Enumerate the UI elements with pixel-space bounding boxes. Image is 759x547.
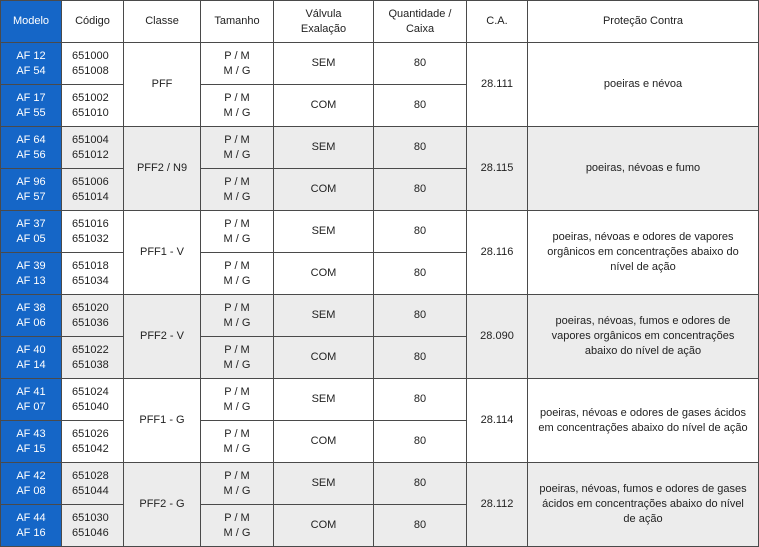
modelo-cell-line: AF 39 — [16, 259, 46, 272]
table-row — [1, 127, 759, 169]
tamanho-cell-line: M / G — [223, 148, 251, 161]
protecao-cell-line: poeiras, névoas e odores de gases ácidos — [539, 406, 747, 419]
ca-cell: 28.111 — [467, 43, 528, 127]
protecao-cell-line: poeiras e névoa — [603, 78, 683, 90]
codigo-cell — [62, 211, 124, 253]
tamanho-cell — [201, 127, 274, 169]
modelo-cell-line: AF 37 — [16, 217, 46, 230]
header-quantidade — [374, 1, 467, 43]
codigo-cell-line: 651040 — [72, 400, 109, 413]
modelo-cell-line: AF 06 — [16, 316, 46, 329]
codigo-cell — [62, 505, 124, 547]
tamanho-cell-line: M / G — [223, 106, 251, 119]
modelo-cell-line: AF 56 — [16, 148, 46, 161]
protecao-cell-line: abaixo do nível de ação — [584, 345, 702, 357]
valvula-cell: SEM — [274, 211, 374, 253]
valvula-cell: COM — [274, 505, 374, 547]
modelo-cell-line: AF 05 — [16, 232, 46, 245]
modelo-cell — [1, 85, 62, 127]
protecao-cell-line: poeiras, névoas, fumos e odores de — [555, 315, 731, 327]
codigo-cell-line: 651000 — [72, 49, 109, 62]
protecao-cell-line: ácidos em concentrações abaixo do nível — [542, 498, 744, 510]
modelo-cell — [1, 337, 62, 379]
header-classe: Classe — [124, 1, 201, 43]
modelo-cell — [1, 505, 62, 547]
protecao-cell-line: em concentrações abaixo do nível de ação — [538, 421, 748, 434]
quantidade-cell: 80 — [374, 253, 467, 295]
modelo-cell-line: AF 44 — [16, 511, 46, 524]
valvula-cell: SEM — [274, 379, 374, 421]
codigo-cell-line: 651018 — [72, 259, 109, 272]
valvula-cell: COM — [274, 337, 374, 379]
tamanho-cell-line: M / G — [223, 358, 251, 371]
codigo-cell-line: 651002 — [72, 91, 109, 104]
valvula-cell: COM — [274, 421, 374, 463]
header-ca: C.A. — [467, 1, 528, 43]
codigo-cell — [62, 337, 124, 379]
protecao-cell-line: orgânicos em concentrações abaixo do — [547, 246, 739, 258]
table-row — [1, 211, 759, 253]
modelo-cell-line: AF 17 — [16, 91, 46, 104]
modelo-cell-line: AF 15 — [16, 442, 46, 455]
protecao-cell — [528, 463, 759, 547]
modelo-cell — [1, 43, 62, 85]
tamanho-cell-line: P / M — [224, 301, 250, 314]
classe-cell: PFF1 - V — [124, 211, 201, 295]
quantidade-cell: 80 — [374, 43, 467, 85]
header-protecao: Proteção Contra — [528, 1, 759, 43]
modelo-cell-line: AF 38 — [16, 301, 46, 314]
tamanho-cell — [201, 211, 274, 253]
valvula-cell: SEM — [274, 43, 374, 85]
protecao-cell — [528, 43, 759, 127]
tamanho-cell-line: P / M — [224, 259, 250, 272]
protecao-cell-line: poeiras, névoas, fumos e odores de gases — [539, 483, 747, 495]
codigo-cell-line: 651016 — [72, 217, 109, 230]
codigo-cell-line: 651034 — [72, 274, 109, 287]
codigo-cell-line: 651004 — [72, 133, 109, 146]
codigo-cell — [62, 127, 124, 169]
tamanho-cell-line: M / G — [223, 274, 251, 287]
protecao-cell-line: de ação — [623, 513, 663, 525]
modelo-cell-line: AF 42 — [16, 469, 46, 482]
codigo-cell-line: 651024 — [72, 385, 109, 398]
codigo-cell — [62, 421, 124, 463]
tamanho-cell-line: P / M — [224, 427, 250, 440]
modelo-cell — [1, 127, 62, 169]
codigo-cell-line: 651042 — [72, 442, 109, 455]
classe-cell: PFF2 - V — [124, 295, 201, 379]
quantidade-cell: 80 — [374, 211, 467, 253]
tamanho-cell — [201, 505, 274, 547]
modelo-cell-line: AF 96 — [16, 175, 46, 188]
valvula-cell: COM — [274, 253, 374, 295]
modelo-cell — [1, 211, 62, 253]
tamanho-cell-line: P / M — [224, 217, 250, 230]
modelo-cell — [1, 253, 62, 295]
codigo-cell-line: 651030 — [72, 511, 109, 524]
table-row — [1, 295, 759, 337]
tamanho-cell — [201, 85, 274, 127]
tamanho-cell-line: M / G — [223, 232, 251, 245]
codigo-cell-line: 651010 — [72, 106, 109, 119]
codigo-cell — [62, 85, 124, 127]
table-row — [1, 463, 759, 505]
tamanho-cell-line: P / M — [224, 511, 250, 524]
modelo-cell — [1, 421, 62, 463]
codigo-cell-line: 651012 — [72, 148, 109, 161]
quantidade-cell: 80 — [374, 337, 467, 379]
tamanho-cell — [201, 337, 274, 379]
ca-cell: 28.116 — [467, 211, 528, 295]
valvula-cell: COM — [274, 85, 374, 127]
modelo-cell — [1, 295, 62, 337]
header-valvula-line: Válvula — [305, 7, 342, 20]
modelo-cell-line: AF 41 — [16, 385, 46, 398]
tamanho-cell-line: P / M — [224, 469, 250, 482]
modelo-cell-line: AF 12 — [16, 49, 46, 62]
modelo-cell-line: AF 16 — [16, 526, 46, 539]
tamanho-cell — [201, 43, 274, 85]
modelo-cell-line: AF 07 — [16, 400, 46, 413]
tamanho-cell — [201, 295, 274, 337]
protecao-cell — [528, 379, 759, 463]
table-header — [1, 1, 759, 43]
tamanho-cell — [201, 463, 274, 505]
classe-cell: PFF1 - G — [124, 379, 201, 463]
tamanho-cell-line: P / M — [224, 91, 250, 104]
valvula-cell: COM — [274, 169, 374, 211]
protecao-cell-line: poeiras, névoas e odores de vapores — [552, 231, 734, 243]
valvula-cell: SEM — [274, 295, 374, 337]
modelo-cell — [1, 379, 62, 421]
tamanho-cell-line: P / M — [224, 49, 250, 62]
header-quantidade-line: Quantidade / — [388, 7, 452, 20]
tamanho-cell — [201, 379, 274, 421]
codigo-cell-line: 651006 — [72, 175, 109, 188]
valvula-cell: SEM — [274, 463, 374, 505]
modelo-cell-line: AF 55 — [16, 106, 46, 119]
codigo-cell — [62, 43, 124, 85]
protecao-cell — [528, 127, 759, 211]
codigo-cell-line: 651044 — [72, 484, 109, 497]
tamanho-cell — [201, 169, 274, 211]
ca-cell: 28.112 — [467, 463, 528, 547]
table-row — [1, 43, 759, 85]
modelo-cell — [1, 463, 62, 505]
quantidade-cell: 80 — [374, 505, 467, 547]
tamanho-cell-line: M / G — [223, 484, 251, 497]
codigo-cell-line: 651020 — [72, 301, 109, 314]
modelo-cell-line: AF 54 — [16, 64, 46, 77]
header-modelo: Modelo — [1, 1, 62, 43]
ca-cell: 28.090 — [467, 295, 528, 379]
codigo-cell — [62, 169, 124, 211]
header-codigo: Código — [62, 1, 124, 43]
tamanho-cell-line: P / M — [224, 175, 250, 188]
tamanho-cell-line: M / G — [223, 64, 251, 77]
modelo-cell-line: AF 64 — [16, 133, 46, 146]
tamanho-cell-line: M / G — [223, 442, 251, 455]
modelo-cell-line: AF 08 — [16, 484, 46, 497]
modelo-cell-line: AF 43 — [16, 427, 46, 440]
protecao-cell-line: vapores orgânicos em concentrações — [551, 330, 735, 342]
tamanho-cell-line: M / G — [223, 400, 251, 413]
codigo-cell-line: 651008 — [72, 64, 109, 77]
modelo-cell-line: AF 40 — [16, 343, 46, 356]
header-tamanho: Tamanho — [201, 1, 274, 43]
tamanho-cell-line: P / M — [224, 385, 250, 398]
protecao-cell — [528, 295, 759, 379]
classe-cell: PFF2 / N9 — [124, 127, 201, 211]
tamanho-cell-line: P / M — [224, 343, 250, 356]
quantidade-cell: 80 — [374, 169, 467, 211]
quantidade-cell: 80 — [374, 85, 467, 127]
quantidade-cell: 80 — [374, 421, 467, 463]
header-quantidade-line: Caixa — [405, 22, 435, 35]
codigo-cell — [62, 463, 124, 505]
table-row — [1, 379, 759, 421]
quantidade-cell: 80 — [374, 463, 467, 505]
header-valvula-line: Exalação — [300, 22, 347, 35]
codigo-cell — [62, 253, 124, 295]
codigo-cell-line: 651026 — [72, 427, 109, 440]
quantidade-cell: 80 — [374, 379, 467, 421]
quantidade-cell: 80 — [374, 127, 467, 169]
tamanho-cell-line: P / M — [224, 133, 250, 146]
tamanho-cell — [201, 253, 274, 295]
tamanho-cell-line: M / G — [223, 190, 251, 203]
table-body — [1, 43, 759, 547]
tamanho-cell-line: M / G — [223, 526, 251, 539]
tamanho-cell — [201, 421, 274, 463]
codigo-cell — [62, 379, 124, 421]
tamanho-cell-line: M / G — [223, 316, 251, 329]
header-valvula — [274, 1, 374, 43]
codigo-cell-line: 651022 — [72, 343, 109, 356]
quantidade-cell: 80 — [374, 295, 467, 337]
codigo-cell-line: 651032 — [72, 232, 109, 245]
codigo-cell-line: 651014 — [72, 190, 109, 203]
codigo-cell-line: 651046 — [72, 526, 109, 539]
protecao-cell-line: poeiras, névoas e fumo — [585, 162, 701, 174]
modelo-cell-line: AF 13 — [16, 274, 46, 287]
classe-cell: PFF2 - G — [124, 463, 201, 547]
modelo-cell-line: AF 14 — [16, 358, 46, 371]
protecao-cell-line: nível de ação — [610, 261, 676, 273]
ca-cell: 28.115 — [467, 127, 528, 211]
classe-cell: PFF — [124, 43, 201, 127]
ca-cell: 28.114 — [467, 379, 528, 463]
valvula-cell: SEM — [274, 127, 374, 169]
modelo-cell-line: AF 57 — [16, 190, 46, 203]
codigo-cell — [62, 295, 124, 337]
codigo-cell-line: 651036 — [72, 316, 109, 329]
modelo-cell — [1, 169, 62, 211]
protecao-cell — [528, 211, 759, 295]
codigo-cell-line: 651038 — [72, 358, 109, 371]
codigo-cell-line: 651028 — [72, 469, 109, 482]
